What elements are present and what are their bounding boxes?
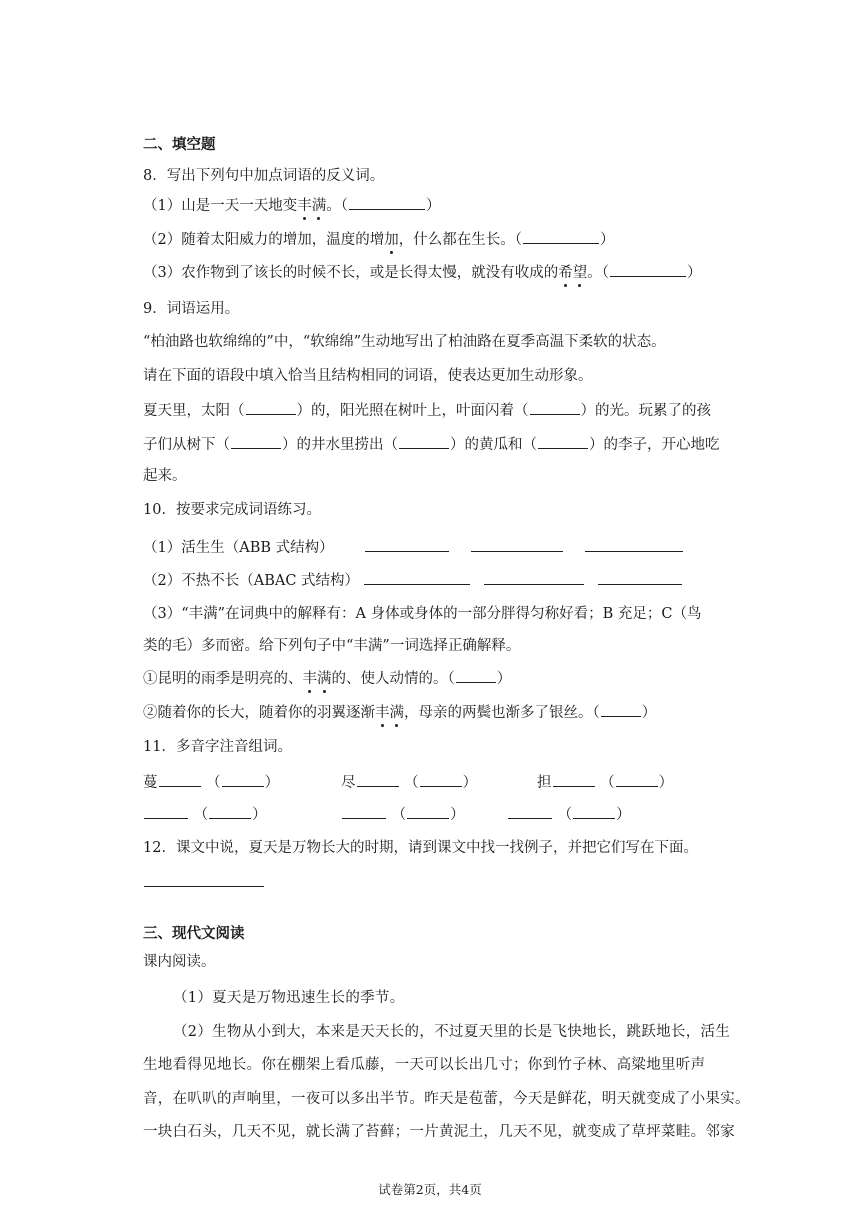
answer-blank[interactable] bbox=[365, 537, 449, 552]
answer-blank[interactable] bbox=[144, 804, 188, 819]
question-11-row-2: （ ） （ ） （ ） bbox=[143, 804, 631, 825]
reading-paragraph-2-line-2: 生地看得见地长。你在棚架上看瓜藤，一天可以长出几寸；你到竹子林、高粱地里听声 bbox=[143, 1057, 706, 1073]
question-8-item-3: （3）农作物到了该长的时候不长，或是长得太慢，就没有收成的希望。（ ） bbox=[143, 262, 701, 283]
page-footer: 试卷第2页，共4页 bbox=[378, 1182, 482, 1197]
question-8-stem: 8．写出下列句中加点词语的反义词。 bbox=[143, 168, 385, 184]
question-11-row-1: 蔓 （ ） 尽 （ ） 担 （ ） bbox=[143, 772, 673, 793]
question-12-answer-line bbox=[143, 872, 265, 893]
answer-blank[interactable] bbox=[407, 804, 449, 819]
answer-blank[interactable] bbox=[364, 570, 470, 585]
question-9-para-4: 子们从树下（ ）的井水里捞出（ ）的黄瓜和（ ）的李子，开心地吃 bbox=[143, 434, 720, 455]
dotted-word-char: 丰 bbox=[297, 198, 312, 214]
answer-blank[interactable] bbox=[246, 400, 296, 415]
answer-blank[interactable] bbox=[399, 434, 449, 449]
answer-blank[interactable] bbox=[598, 570, 682, 585]
answer-blank[interactable] bbox=[523, 229, 599, 244]
dotted-word-char: 满 bbox=[311, 198, 327, 214]
polyphone-char: 尽 bbox=[341, 775, 356, 791]
answer-blank[interactable] bbox=[610, 262, 686, 277]
question-12-stem: 12．课文中说，夏天是万物长大的时期，请到课文中找一找例子，并把它们写在下面。 bbox=[143, 840, 698, 856]
section-title-reading: 三、现代文阅读 bbox=[143, 926, 245, 942]
dotted-word-char: 丰 bbox=[302, 671, 317, 687]
answer-blank[interactable] bbox=[573, 804, 615, 819]
question-11-stem: 11．多音字注音组词。 bbox=[143, 739, 292, 755]
answer-blank[interactable] bbox=[601, 702, 641, 717]
answer-blank[interactable] bbox=[222, 772, 264, 787]
question-9-stem: 9．词语运用。 bbox=[143, 301, 240, 317]
question-9-para-5: 起来。 bbox=[143, 468, 187, 484]
dotted-word-char: 丰 bbox=[375, 705, 390, 721]
answer-blank[interactable] bbox=[538, 434, 588, 449]
section-title-fill-in: 二、填空题 bbox=[143, 137, 216, 153]
polyphone-char: 担 bbox=[537, 775, 552, 791]
answer-blank[interactable] bbox=[530, 400, 580, 415]
dotted-word-char: 加 bbox=[384, 232, 399, 248]
answer-blank[interactable] bbox=[508, 804, 552, 819]
answer-blank[interactable] bbox=[585, 537, 683, 552]
answer-blank[interactable] bbox=[420, 772, 462, 787]
question-10-item-3-line-1: （3）“丰满”在词典中的解释有：A 身体或身体的一部分胖得匀称好看；B 充足；C（鸟 bbox=[143, 606, 702, 622]
question-10-item-2: （2）不热不长（ABAC 式结构） bbox=[143, 570, 683, 591]
polyphone-char: 蔓 bbox=[143, 775, 158, 791]
question-8-item-2: （2）随着太阳威力的增加，温度的增加，什么都在生长。（ ） bbox=[143, 229, 614, 250]
reading-paragraph-1: （1）夏天是万物迅速生长的季节。 bbox=[173, 990, 405, 1006]
reading-paragraph-2-line-3: 音，在叭叭的声响里，一夜可以多出半节。昨天是苞蕾，今天是鲜花，明天就变成了小果实。 bbox=[143, 1091, 750, 1107]
answer-blank[interactable] bbox=[484, 570, 584, 585]
question-9-para-1: “柏油路也软绵绵的”中，“软绵绵”生动地写出了柏油路在夏季高温下柔软的状态。 bbox=[143, 334, 666, 350]
reading-paragraph-2-line-1: （2）生物从小到大，本来是天天长的，不过夏天里的长是飞快地长，跳跃地长，活生 bbox=[173, 1024, 731, 1040]
question-10-stem: 10．按要求完成词语练习。 bbox=[143, 502, 321, 518]
question-10-item-1: （1）活生生（ABB 式结构） bbox=[143, 537, 684, 558]
reading-paragraph-2-line-4: 一块白石头，几天不见，就长满了苔藓；一片黄泥土，几天不见，就变成了草坪菜畦。邻家 bbox=[143, 1124, 735, 1140]
dotted-word-char: 望 bbox=[572, 265, 588, 281]
answer-blank[interactable] bbox=[471, 537, 563, 552]
question-9-para-2: 请在下面的语段中填入恰当且结构相同的词语，使表达更加生动形象。 bbox=[143, 368, 593, 384]
answer-blank[interactable] bbox=[357, 772, 399, 787]
question-10-item-3-line-2: 类的毛）多而密。给下列句子中“丰满”一词选择正确解释。 bbox=[143, 638, 521, 654]
dotted-word-char: 希 bbox=[558, 265, 573, 281]
question-9-para-3: 夏天里，太阳（ ）的，阳光照在树叶上，叶面闪着（ ）的光。玩累了的孩 bbox=[143, 400, 711, 421]
dotted-word-char: 满 bbox=[317, 671, 332, 687]
question-10-sentence-2: ②随着你的长大，随着你的羽翼逐渐丰满，母亲的两鬓也渐多了银丝。（ ） bbox=[143, 702, 656, 723]
question-10-sentence-1: ①昆明的雨季是明亮的、丰满的、使人动情的。（ ） bbox=[143, 668, 511, 689]
answer-blank[interactable] bbox=[144, 872, 264, 887]
answer-blank[interactable] bbox=[231, 434, 281, 449]
answer-blank[interactable] bbox=[616, 772, 658, 787]
answer-blank[interactable] bbox=[159, 772, 201, 787]
answer-blank[interactable] bbox=[456, 668, 496, 683]
answer-blank[interactable] bbox=[209, 804, 251, 819]
reading-intro: 课内阅读。 bbox=[143, 954, 216, 970]
question-8-item-1: （1）山是一天一天地变丰满。（ ） bbox=[143, 195, 440, 216]
answer-blank[interactable] bbox=[349, 195, 425, 210]
dotted-word-char: 满 bbox=[389, 705, 404, 721]
answer-blank[interactable] bbox=[342, 804, 386, 819]
answer-blank[interactable] bbox=[553, 772, 595, 787]
